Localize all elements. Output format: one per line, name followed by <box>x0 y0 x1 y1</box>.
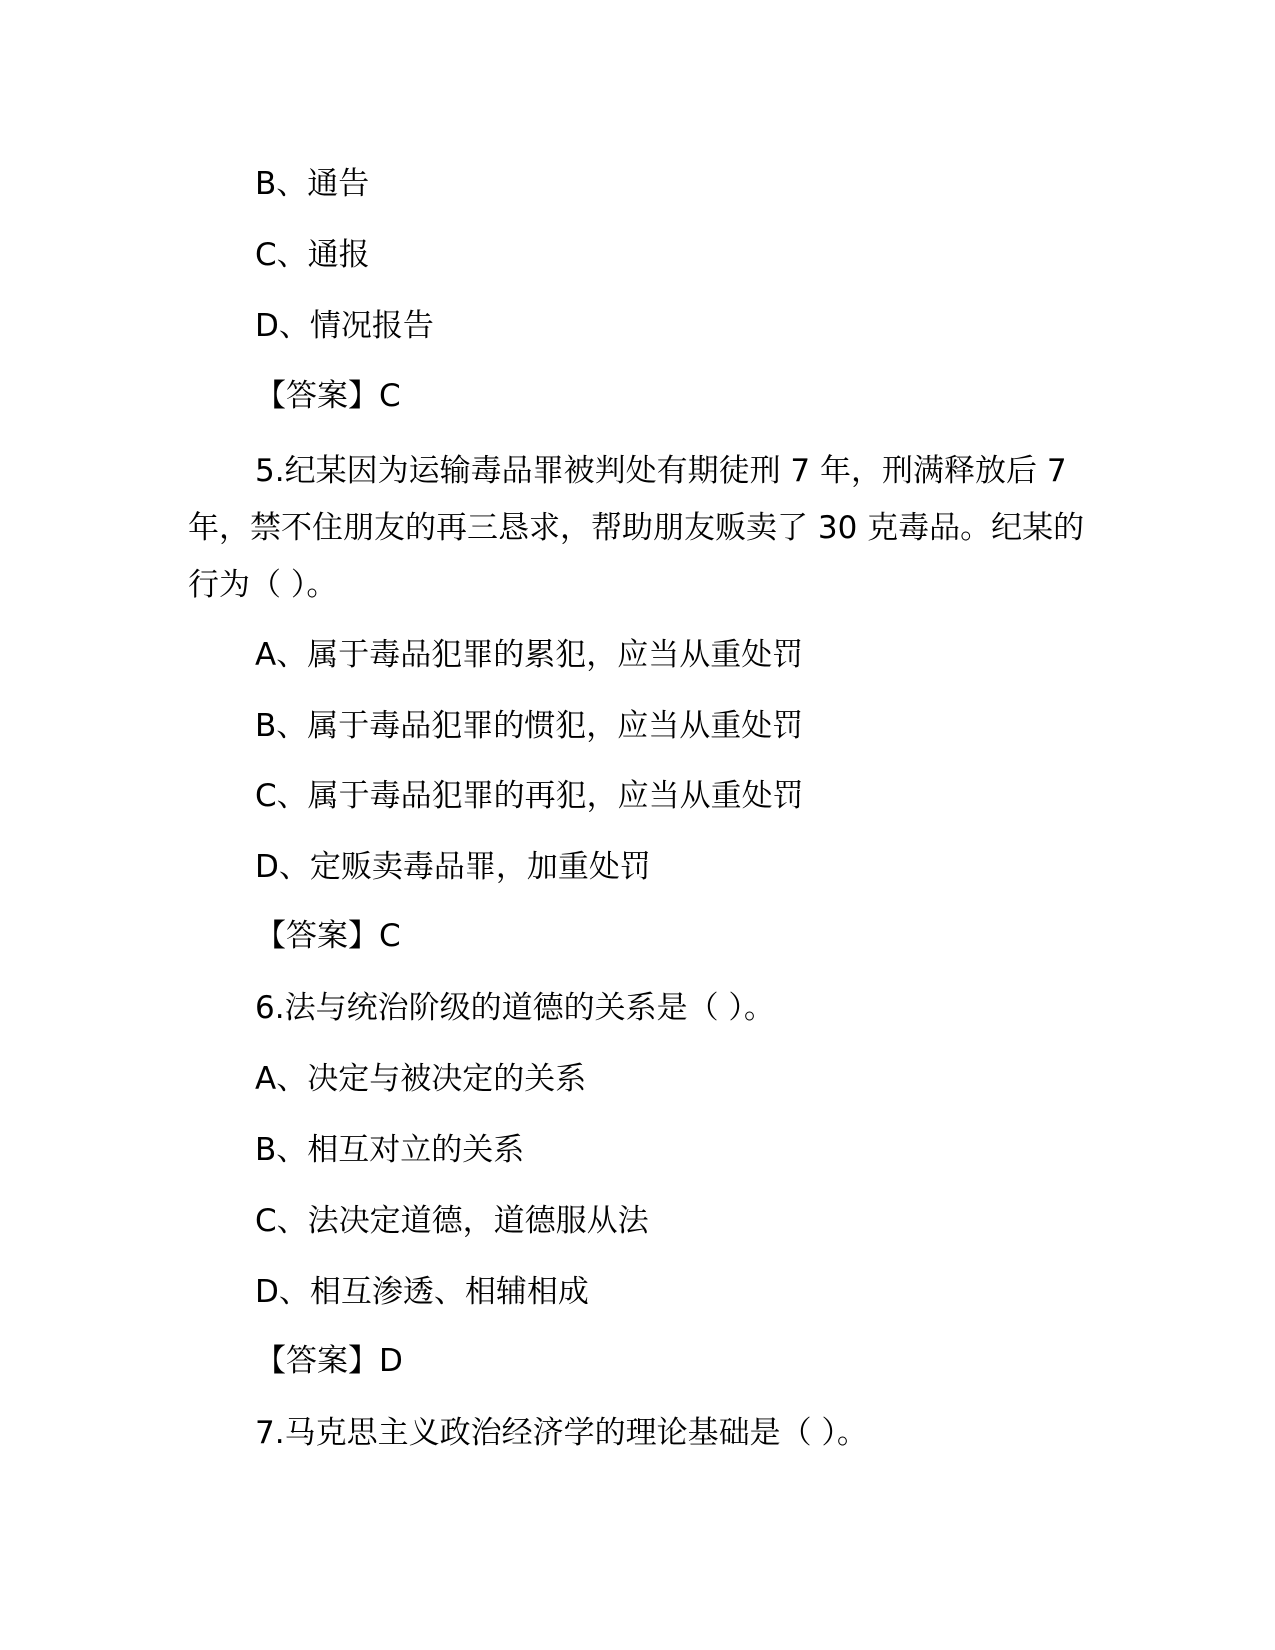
q5-answer: 【答案】C <box>255 918 401 954</box>
q5-option-d: D、定贩卖毒品罪，加重处罚 <box>255 849 651 885</box>
q4-option-b: B、通告 <box>255 166 370 202</box>
q6-answer: 【答案】D <box>255 1343 403 1379</box>
q4-option-c: C、通报 <box>255 237 370 273</box>
q6-option-d: D、相互渗透、相辅相成 <box>255 1274 589 1310</box>
q4-answer: 【答案】C <box>255 378 401 414</box>
q5-option-c: C、属于毒品犯罪的再犯，应当从重处罚 <box>255 778 804 814</box>
q6-option-a: A、决定与被决定的关系 <box>255 1061 587 1097</box>
q4-option-d: D、情况报告 <box>255 308 434 344</box>
q6-option-c: C、法决定道德，道德服从法 <box>255 1203 649 1239</box>
q5-option-b: B、属于毒品犯罪的惯犯，应当从重处罚 <box>255 708 804 744</box>
q7-stem: 7.马克思主义政治经济学的理论基础是（ ）。 <box>255 1415 868 1451</box>
q6-option-b: B、相互对立的关系 <box>255 1132 525 1168</box>
q6-stem: 6.法与统治阶级的道德的关系是（ ）。 <box>255 990 775 1026</box>
q5-option-a: A、属于毒品犯罪的累犯，应当从重处罚 <box>255 637 804 673</box>
q5-stem: 5.纪某因为运输毒品罪被判处有期徒刑 7 年，刑满释放后 7 年，禁不住朋友的再三恳求，帮助朋友贩卖了 30 克毒品。纪某的行为（ ）。 <box>188 453 1085 603</box>
